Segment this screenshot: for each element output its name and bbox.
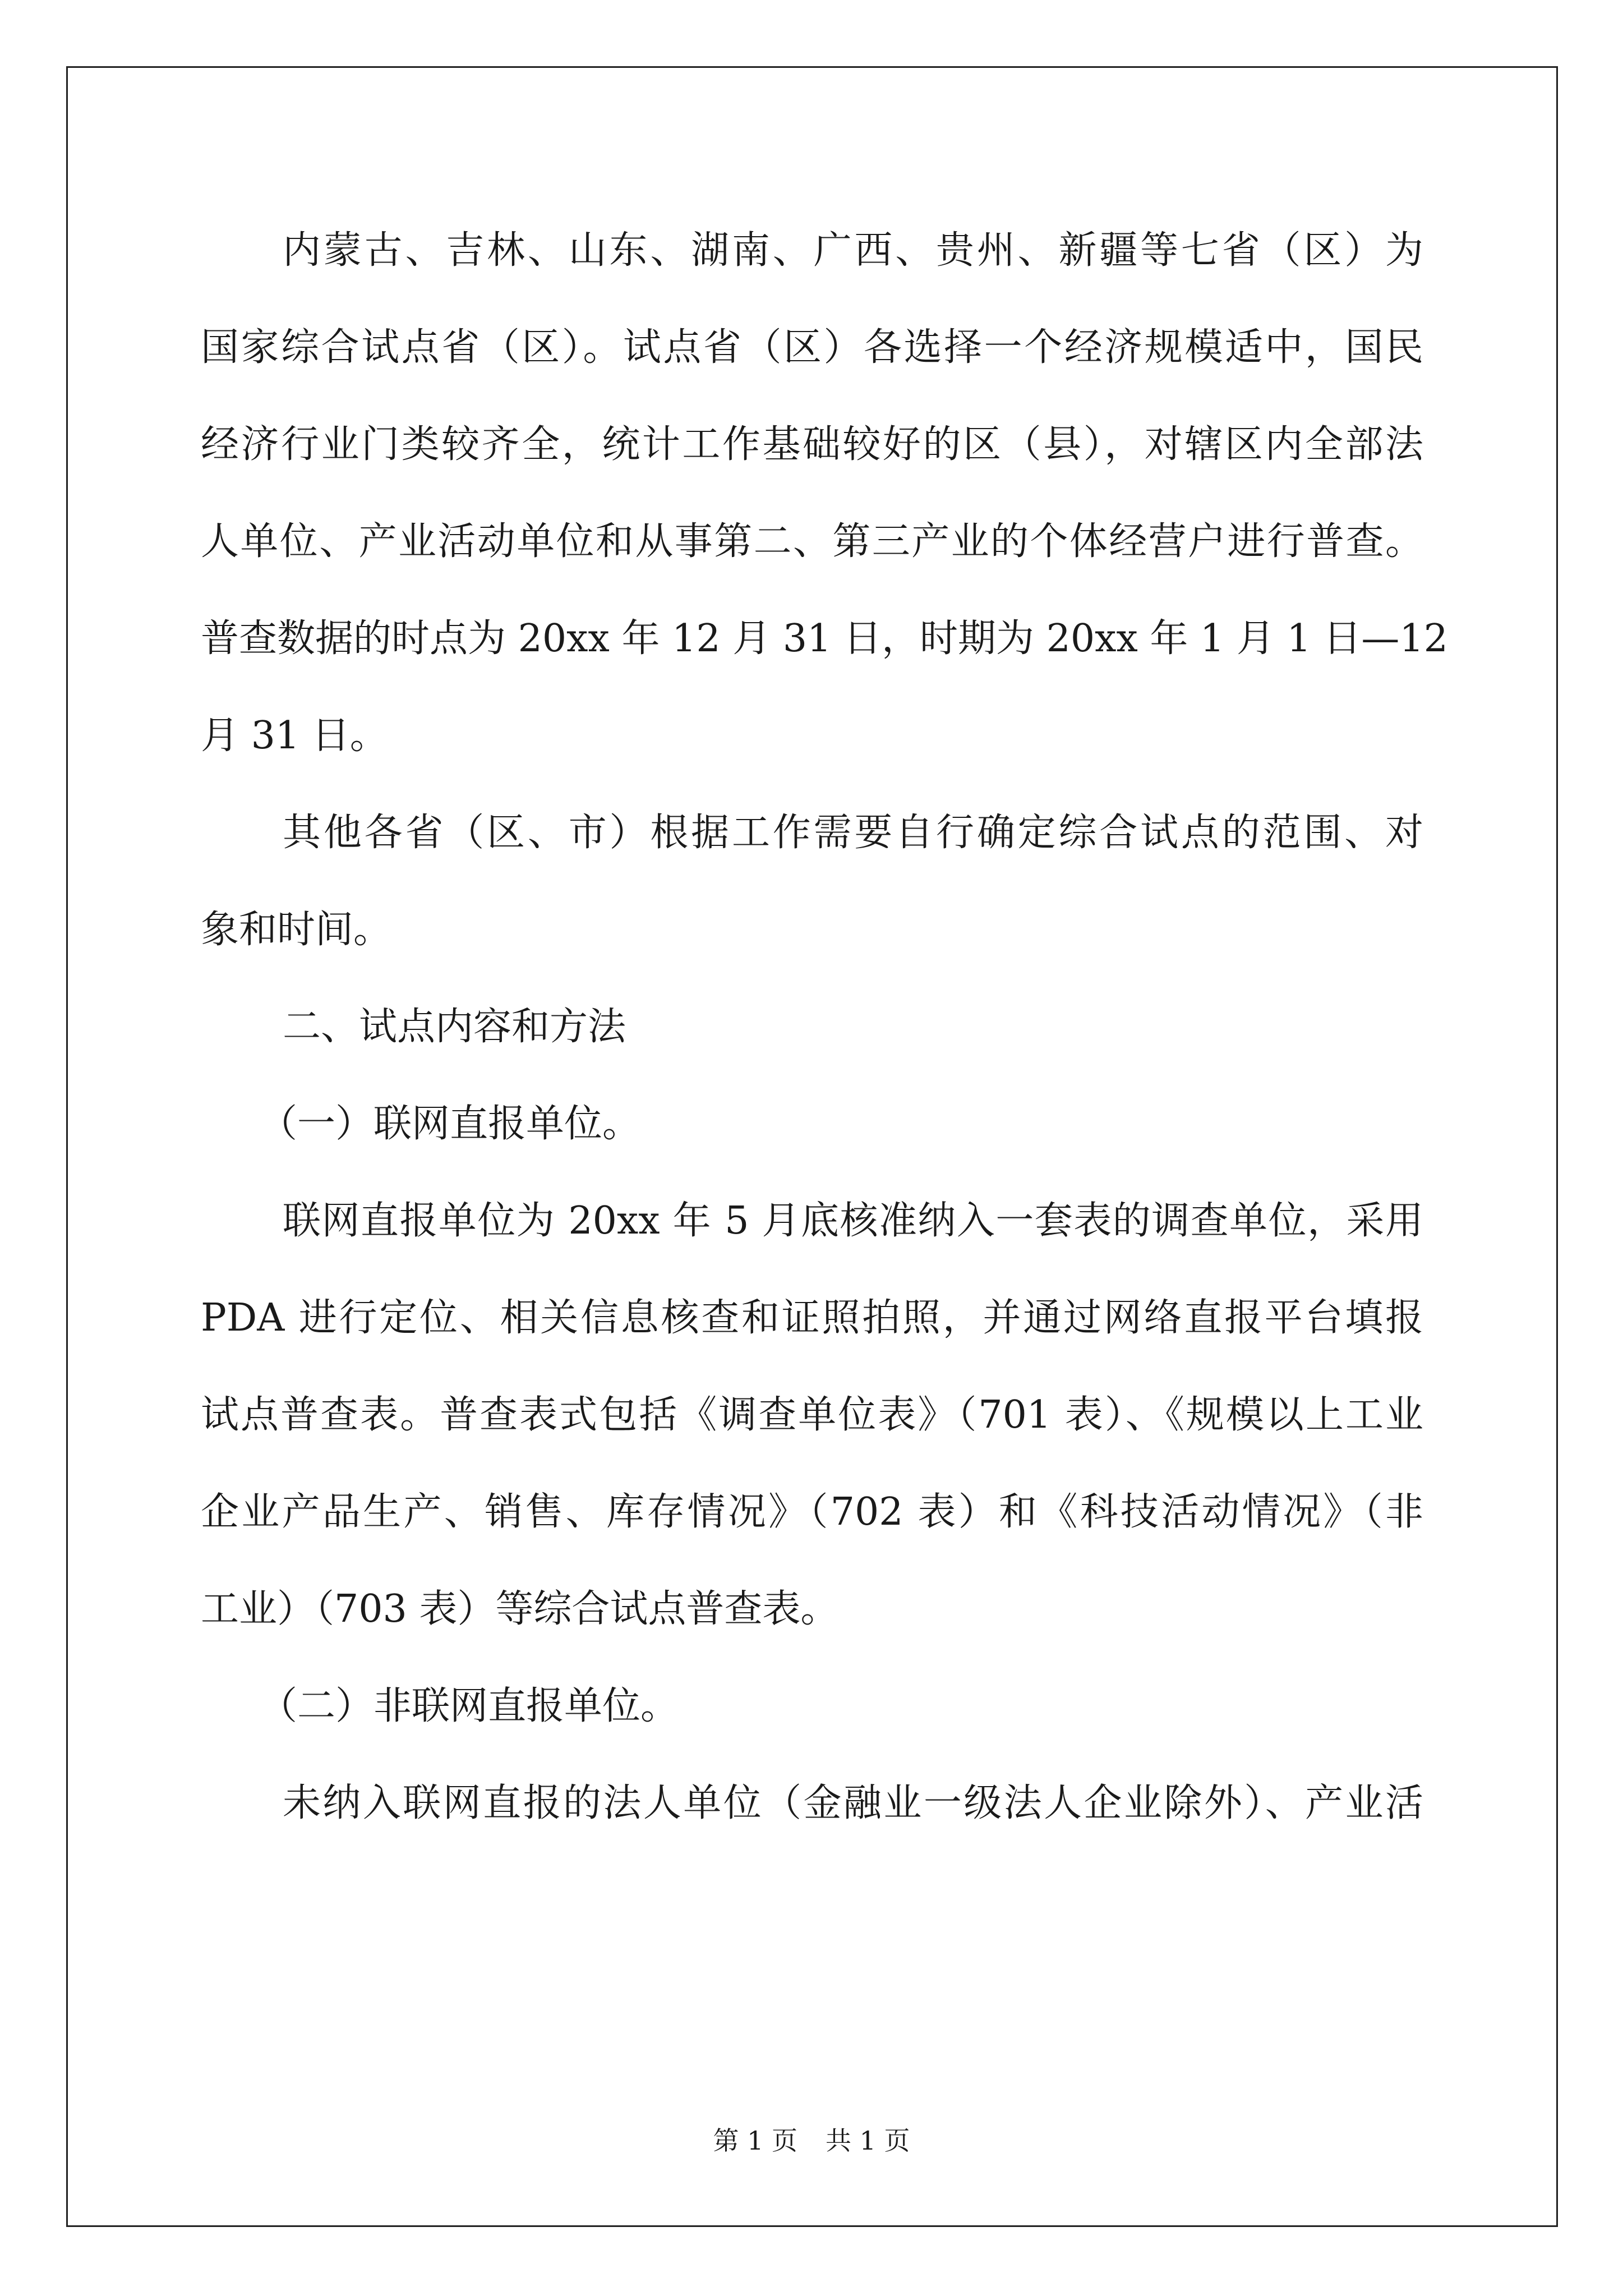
subsection-heading: （一）联网直报单位。: [259, 1102, 641, 1146]
text-line: 企业产品生产、销售、库存情况》（702 表）和《科技活动情况》（非: [201, 1490, 1423, 1534]
page-number: 第 1 页: [713, 2125, 797, 2156]
page-footer: [0, 2120, 1623, 2157]
document-body: [201, 214, 1448, 1864]
text-line: 普查数据的时点为 20xx 年 12 月 31 日，时期为 20xx 年 1 月 1 日—12: [201, 616, 1448, 661]
text-line: PDA 进行定位、相关信息核查和证照拍照，并通过网络直报平台填报: [201, 1296, 1423, 1340]
section-heading: 二、试点内容和方法: [283, 1005, 626, 1049]
text-line: 月 31 日。: [201, 714, 388, 758]
text-line: 未纳入联网直报的法人单位（金融业一级法人企业除外）、产业活: [283, 1781, 1423, 1825]
subsection-heading: （二）非联网直报单位。: [259, 1684, 679, 1728]
page-total: 共 1 页: [826, 2125, 910, 2156]
text-line: 试点普查表。普查表式包括《调查单位表》（701 表）、《规模以上工业: [201, 1393, 1423, 1437]
text-line: 象和时间。: [201, 908, 392, 952]
text-line: 人单位、产业活动单位和从事第二、第三产业的个体经营户进行普查。: [201, 519, 1423, 564]
text-line: 国家综合试点省（区）。试点省（区）各选择一个经济规模适中，国民: [201, 325, 1423, 370]
text-line: 联网直报单位为 20xx 年 5 月底核准纳入一套表的调查单位，采用: [283, 1199, 1423, 1243]
text-line: 内蒙古、吉林、山东、湖南、广西、贵州、新疆等七省（区）为: [283, 228, 1423, 273]
text-line: 其他各省（区、市）根据工作需要自行确定综合试点的范围、对: [283, 811, 1423, 855]
text-line: 工业）（703 表）等综合试点普查表。: [201, 1587, 839, 1631]
text-line: 经济行业门类较齐全，统计工作基础较好的区（县），对辖区内全部法: [201, 422, 1423, 467]
